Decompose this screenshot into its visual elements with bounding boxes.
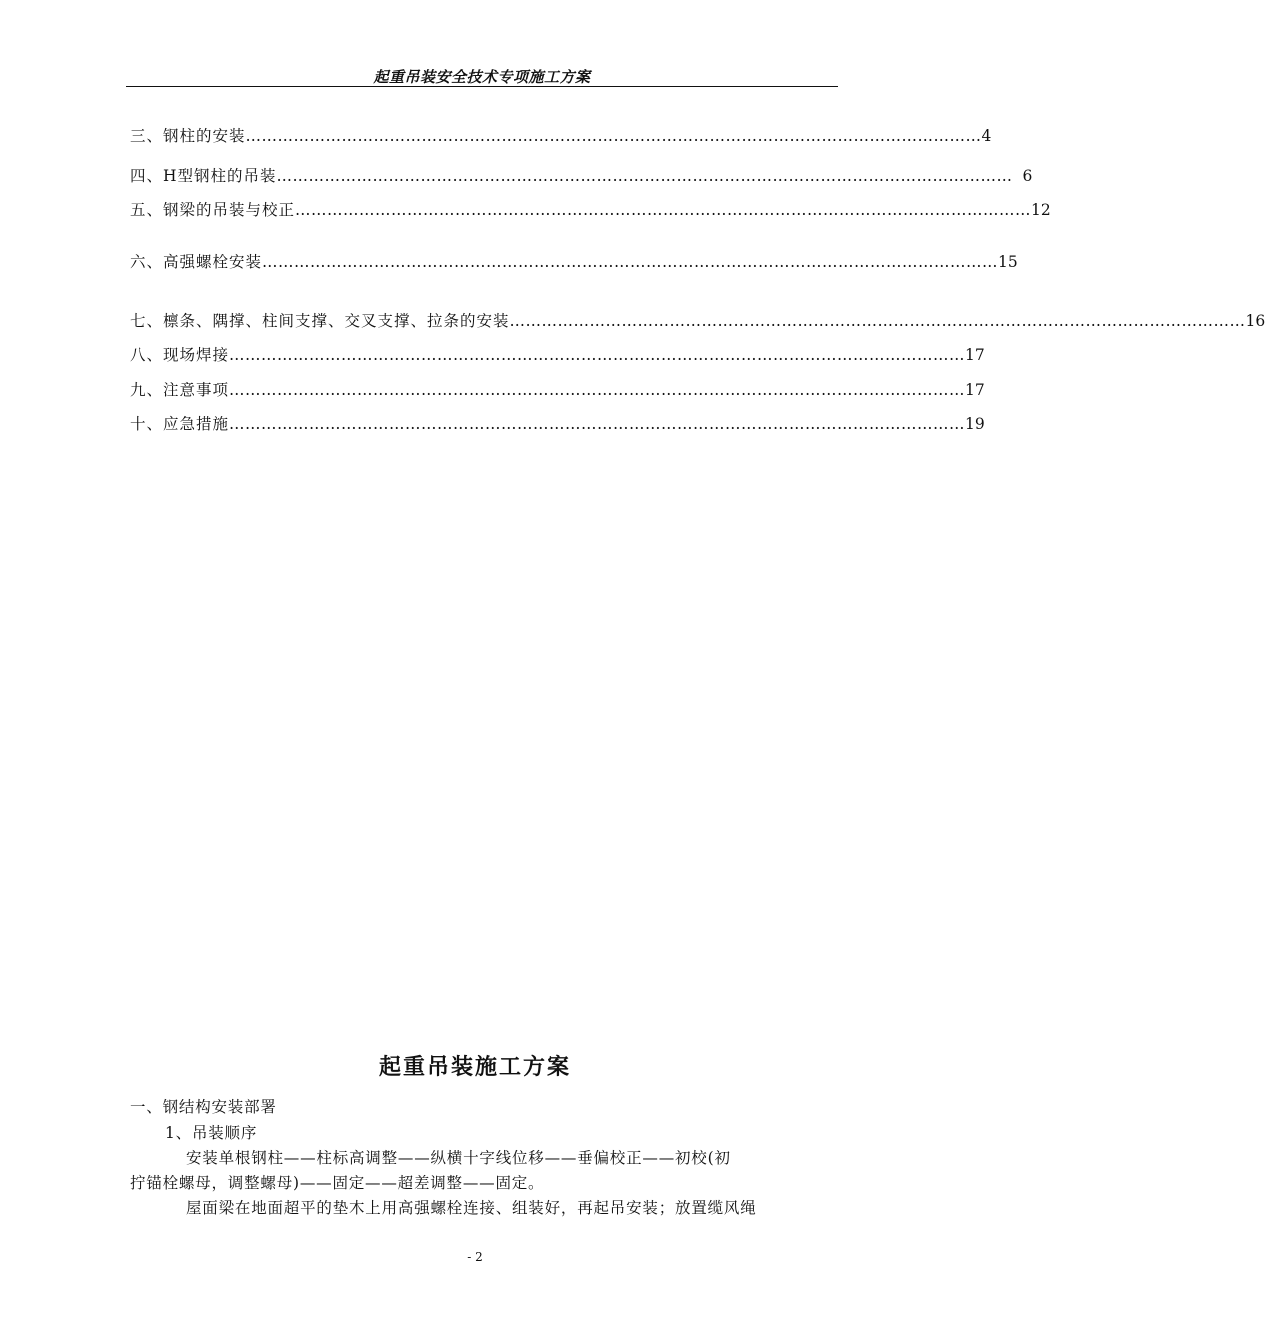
toc-entry-page: 16: [1245, 312, 1265, 330]
toc-entry-label: 六、高强螺栓安装: [130, 253, 263, 271]
toc-entry[interactable]: [130, 311, 1265, 331]
toc-entry-page: 4: [981, 127, 992, 145]
toc-entry[interactable]: [130, 126, 992, 146]
toc-entry-page: 17: [965, 381, 985, 399]
toc-entry-page: 19: [965, 415, 985, 433]
toc-leader-dots: …………………………………………………………………………………………………………………………: [295, 201, 1032, 219]
toc-leader-dots: …………………………………………………………………………………………………………………………: [229, 346, 966, 364]
toc-leader-dots: …………………………………………………………………………………………………………………………: [276, 167, 1013, 185]
paragraph-line: 安装单根钢柱——柱标高调整——纵横十字线位移——垂偏校正——初校(初: [186, 1149, 731, 1167]
toc-entry[interactable]: [130, 345, 985, 365]
toc-entry-page: 17: [965, 346, 985, 364]
toc-entry-label: 五、钢梁的吊装与校正: [130, 201, 296, 219]
subsection-heading: 1、吊装顺序: [165, 1124, 258, 1142]
toc-entry-label: 十、应急措施: [130, 415, 230, 433]
toc-leader-dots: …………………………………………………………………………………………………………………………: [262, 253, 999, 271]
page-number: - 2: [467, 1250, 483, 1264]
toc-leader-dots: …………………………………………………………………………………………………………………………: [229, 381, 966, 399]
section-heading: 一、钢结构安装部署: [130, 1098, 277, 1116]
document-title: 起重吊装施工方案: [378, 1054, 571, 1080]
toc-entry[interactable]: [130, 252, 1018, 272]
toc-entry[interactable]: [130, 200, 1051, 220]
header-rule: [126, 86, 838, 87]
toc-entry-label: 七、檩条、隅撑、柱间支撑、交叉支撑、拉条的安装: [130, 312, 510, 330]
toc-leader-dots: …………………………………………………………………………………………………………………………: [245, 127, 982, 145]
toc-entry-page: 6: [1022, 167, 1033, 185]
toc-entry[interactable]: [130, 414, 985, 434]
header-title: 起重吊装安全技术专项施工方案: [373, 68, 591, 86]
toc-entry-page: 12: [1031, 201, 1051, 219]
toc-entry-label: 九、注意事项: [130, 381, 230, 399]
toc-entry[interactable]: [130, 166, 1033, 186]
toc-entry-page: 15: [998, 253, 1018, 271]
toc-leader-dots: …………………………………………………………………………………………………………………………: [509, 312, 1246, 330]
toc-leader-dots: …………………………………………………………………………………………………………………………: [229, 415, 966, 433]
toc-entry-label: 八、现场焊接: [130, 346, 230, 364]
toc-entry[interactable]: [130, 380, 985, 400]
toc-entry-label: 四、H型钢柱的吊装: [130, 167, 277, 185]
toc-entry-label: 三、钢柱的安装: [130, 127, 246, 145]
paragraph-line: 屋面梁在地面超平的垫木上用高强螺栓连接、组装好，再起吊安装；放置缆风绳: [186, 1199, 757, 1217]
paragraph-line: 拧锚栓螺母，调整螺母)——固定——超差调整——固定。: [130, 1174, 545, 1192]
